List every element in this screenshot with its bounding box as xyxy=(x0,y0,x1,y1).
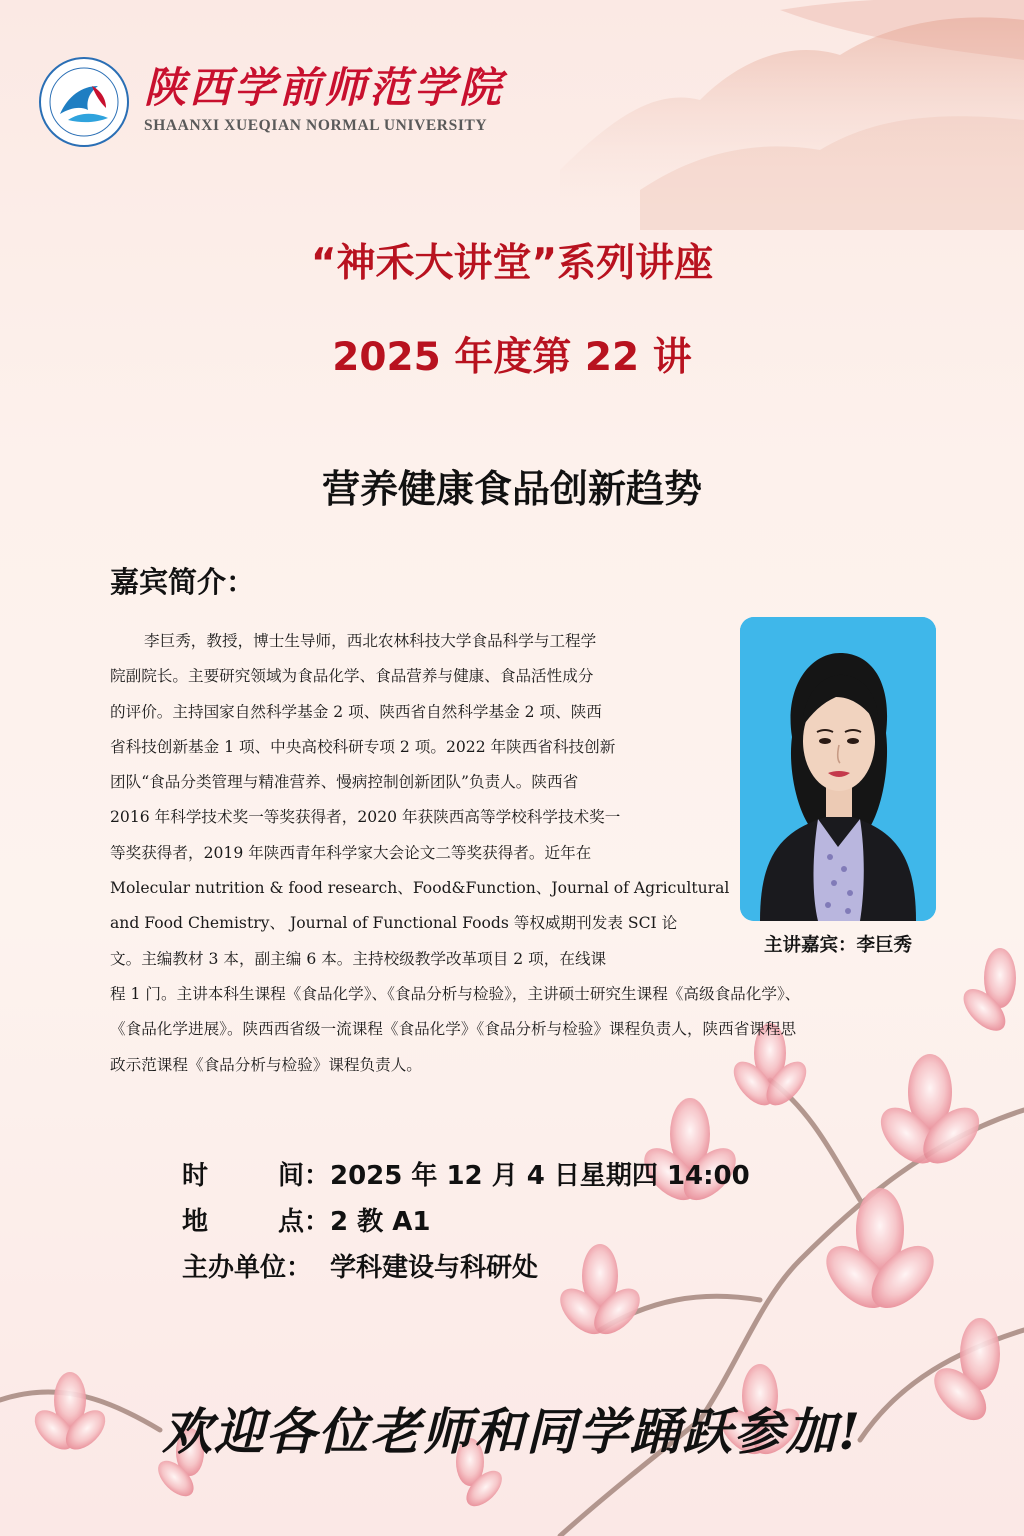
lecture-series-title: “神禾大讲堂”系列讲座 xyxy=(310,241,714,286)
bio-line: 李巨秀，教授，博士生导师，西北农林科技大学食品科学与工程学 xyxy=(144,632,597,650)
talk-title: 营养健康食品创新趋势 xyxy=(321,467,702,511)
speaker-portrait-icon xyxy=(740,617,936,921)
bio-line: 省科技创新基金 1 项、中央高校科研专项 2 项。2022 年陕西省科技创新 xyxy=(110,737,616,756)
event-host: 学科建设与科研处 xyxy=(330,1252,539,1283)
bio-line: 《食品化学进展》。陕西西省级一流课程《食品化学》《食品分析与检验》课程负责人，陕西省课程思 xyxy=(110,1020,797,1039)
host-label xyxy=(182,1247,330,1284)
bio-line: 程 1 门。主讲本科生课程《食品化学》、《食品分析与检验》，主讲硕士研究生课程《高级食品化学》、 xyxy=(110,984,801,1003)
event-details xyxy=(182,1150,882,1288)
bio-line: 院副院长。主要研究领域为食品化学、食品营养与健康、食品活性成分 xyxy=(110,667,594,686)
bio-line: 政示范课程《食品分析与检验》课程负责人。 xyxy=(110,1055,422,1074)
university-name-cn: 陕西学前师范学院 xyxy=(144,63,505,112)
lecture-session-number: 2025 年度第 22 讲 xyxy=(332,335,692,380)
bio-line: 团队“食品分类管理与精准营养、慢病控制创新团队”负责人。陕西省 xyxy=(110,773,579,792)
place-label xyxy=(182,1201,330,1238)
time-label xyxy=(182,1155,330,1192)
university-name-en: SHAANXI XUEQIAN NORMAL UNIVERSITY xyxy=(144,117,488,134)
event-host-row xyxy=(182,1242,882,1288)
speaker-photo xyxy=(740,617,936,921)
bio-line: and Food Chemistry、 Journal of Functional Foods 等权威期刊发表 SCI 论 xyxy=(110,914,678,933)
bio-line: 的评价。主持国家自然科学基金 2 项、陕西省自然科学基金 2 项、陕西 xyxy=(110,702,602,721)
event-place-row xyxy=(182,1196,882,1242)
university-emblem-icon xyxy=(38,56,130,148)
bio-line: 等奖获得者，2019 年陕西青年科学家大会论文二等奖获得者。近年在 xyxy=(110,843,592,862)
welcome-slogan: 欢迎各位老师和同学踊跃参加! xyxy=(162,1402,862,1461)
bio-line: 2016 年科学技术奖一等奖获得者，2020 年获陕西高等学校科学技术奖一 xyxy=(110,808,621,827)
host-label-text: 主办单位： xyxy=(182,1252,313,1283)
bio-line: Molecular nutrition & food research、Food&Function、Journal of Agricultural xyxy=(110,879,730,898)
time-label-text: 时 间： xyxy=(182,1160,330,1191)
bio-heading: 嘉宾简介： xyxy=(110,565,256,599)
event-time-row xyxy=(182,1150,882,1196)
place-label-text: 地 点： xyxy=(182,1206,330,1237)
event-time: 2025 年 12 月 4 日星期四 14:00 xyxy=(330,1160,750,1191)
event-place: 2 教 A1 xyxy=(330,1206,431,1237)
speaker-caption: 主讲嘉宾：李巨秀 xyxy=(763,935,912,956)
bio-line: 文。主编教材 3 本，副主编 6 本。主持校级教学改革项目 2 项，在线课 xyxy=(110,949,607,968)
